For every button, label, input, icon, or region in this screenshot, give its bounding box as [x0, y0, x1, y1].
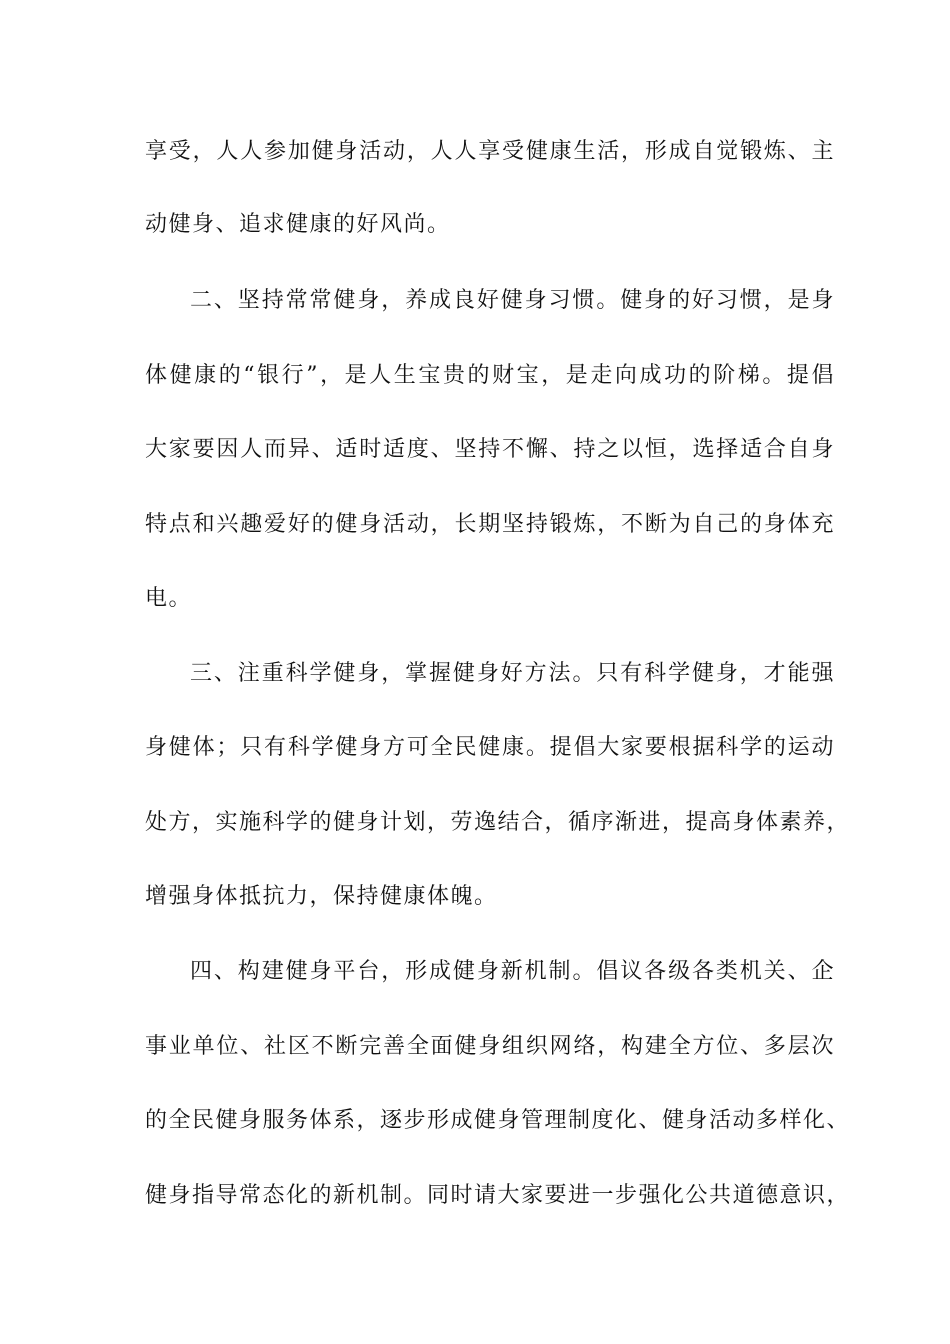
text-line: 大家要因人而异、适时适度、坚持不懈、持之以恒，选择适合自身 — [145, 437, 835, 462]
text-line: 动健身、追求健康的好风尚。 — [145, 212, 451, 237]
text-line: 健身指导常态化的新机制。同时请大家要进一步强化公共道德意识， — [145, 1183, 851, 1208]
paragraph-start-line: 三、注重科学健身，掌握健身好方法。只有科学健身，才能强 — [190, 661, 835, 686]
text-line: 事业单位、社区不断完善全面健身组织网络，构建全方位、多层次 — [145, 1034, 835, 1059]
text-line: 享受，人人参加健身活动，人人享受健康生活，形成自觉锻炼、主 — [145, 139, 835, 164]
text-line: 增强身体抵抗力，保持健康体魄。 — [145, 884, 498, 909]
text-line: 身健体；只有科学健身方可全民健康。提倡大家要根据科学的运动 — [145, 735, 835, 760]
paragraph-start-line: 四、构建健身平台，形成健身新机制。倡议各级各类机关、企 — [190, 959, 835, 984]
paragraph-start-line: 二、坚持常常健身，养成良好健身习惯。健身的好习惯，是身 — [190, 288, 835, 313]
text-line: 的全民健身服务体系，逐步形成健身管理制度化、健身活动多样化、 — [145, 1108, 851, 1133]
text-line: 电。 — [145, 586, 193, 611]
text-line: 处方，实施科学的健身计划，劳逸结合，循序渐进，提高身体素养， — [145, 810, 851, 835]
text-line: 体健康的“银行”，是人生宝贵的财宝，是走向成功的阶梯。提倡 — [145, 363, 835, 388]
text-line: 特点和兴趣爱好的健身活动，长期坚持锻炼，不断为自己的身体充 — [145, 512, 835, 537]
